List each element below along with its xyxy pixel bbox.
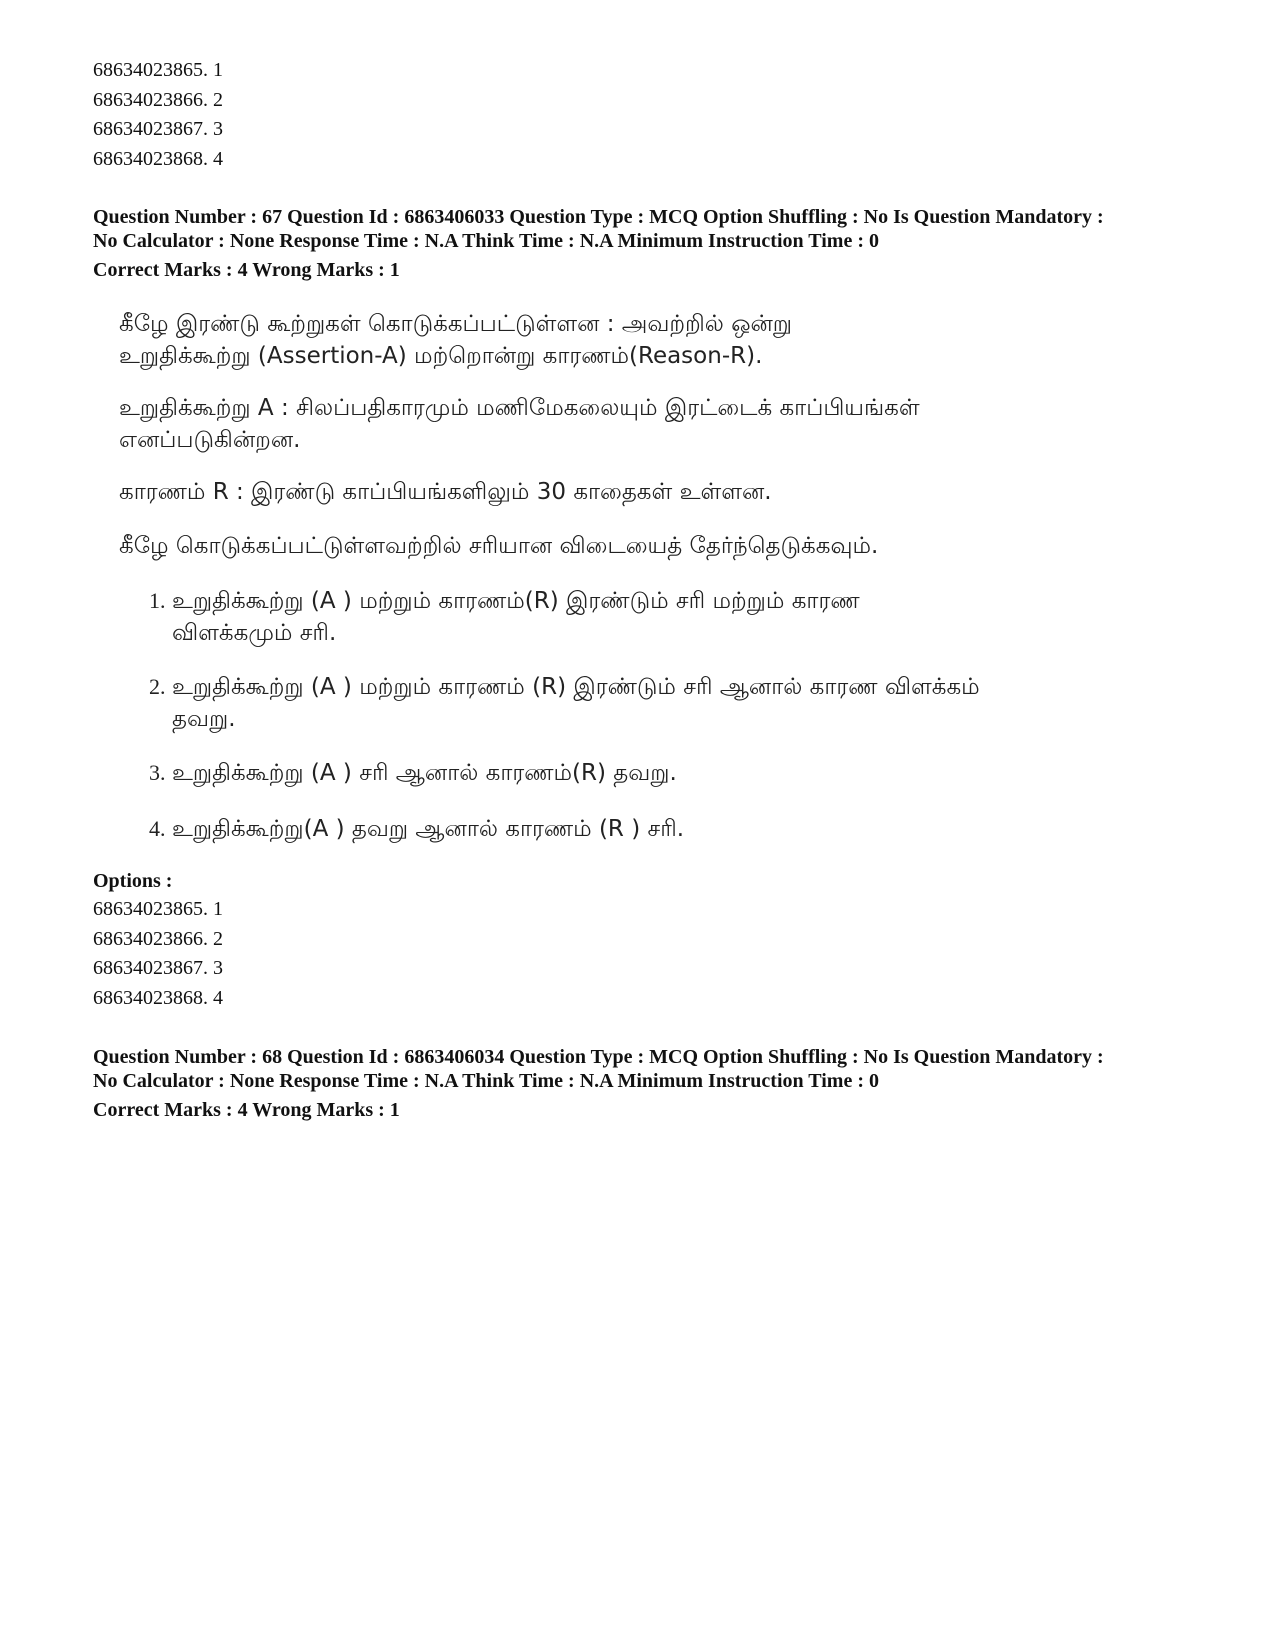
question-67-marks: Correct Marks : 4 Wrong Marks : 1 — [93, 259, 400, 281]
choice-number: 3. — [149, 760, 166, 785]
option-line: 68634023868. 4 — [93, 986, 223, 1009]
option-line: 68634023865. 1 — [93, 898, 223, 920]
question-67-assertion — [119, 392, 1199, 456]
question-68-meta-line1: Question Number : 68 Question Id : 6863406034 Question Type : MCQ Option Shuffling : No Is Question Mandatory : — [93, 1046, 1104, 1068]
choice-number: 1. — [149, 588, 166, 613]
question-67-meta-line2: No Calculator : None Response Time : N.A Think Time : N.A Minimum Instruction Time : 0 — [93, 230, 879, 252]
choice-text-line1: உறுதிக்கூற்று (A ) மற்றும் காரணம்(R) இரண்டும் சரி மற்றும் காரண — [172, 588, 860, 614]
intro-line-2: உறுதிக்கூற்று (Assertion-A) மற்றொன்று காரணம்(Reason-R). — [119, 343, 763, 369]
choice-number: 2. — [149, 674, 166, 699]
assertion-line-2: எனப்படுகின்றன. — [119, 427, 301, 453]
question-68-header — [93, 1045, 1213, 1122]
question-67-meta-line1: Question Number : 67 Question Id : 6863406033 Question Type : MCQ Option Shuffling : No Is Question Mandatory : — [93, 206, 1104, 228]
choice-text-line1: உறுதிக்கூற்று (A ) சரி ஆனால் காரணம்(R) தவறு. — [172, 760, 677, 786]
question-68-marks: Correct Marks : 4 Wrong Marks : 1 — [93, 1099, 400, 1121]
assertion-line-1: உறுதிக்கூற்று A : சிலப்பதிகாரமும் மணிமேகலையும் இரட்டைக் காப்பியங்கள் — [119, 395, 920, 421]
choice-text-line1: உறுதிக்கூற்று (A ) மற்றும் காரணம் (R) இரண்டும் சரி ஆனால் காரண விளக்கம் — [172, 674, 980, 700]
option-line: 68634023867. 3 — [93, 118, 223, 140]
intro-line-1: கீழே இரண்டு கூற்றுகள் கொடுக்கப்பட்டுள்ளன : அவற்றில் ஒன்று — [119, 311, 792, 337]
question-67-reason — [119, 476, 1199, 508]
choice-text-line1: உறுதிக்கூற்று(A ) தவறு ஆனால் காரணம் (R ) சரி. — [172, 816, 685, 842]
option-line: 68634023865. 1 — [93, 59, 223, 81]
choice-1 — [149, 585, 1199, 649]
question-67-options-list — [93, 895, 223, 1013]
option-line: 68634023866. 2 — [93, 927, 223, 950]
instruction-line: கீழே கொடுக்கப்பட்டுள்ளவற்றில் சரியான விடையைத் தேர்ந்தெடுக்கவும். — [119, 533, 879, 559]
reason-line: காரணம் R : இரண்டு காப்பியங்களிலும் 30 காதைகள் உள்ளன. — [119, 479, 772, 505]
question-67-header — [93, 205, 1213, 282]
option-line: 68634023867. 3 — [93, 957, 223, 979]
options-label: Options : — [93, 870, 173, 892]
choice-text-line2: விளக்கமும் சரி. — [172, 620, 337, 646]
choice-2 — [149, 671, 1199, 735]
question-67-instruction — [119, 530, 1199, 562]
option-line: 68634023866. 2 — [93, 88, 223, 111]
previous-options-list — [93, 56, 223, 174]
choice-text-line2: தவறு. — [172, 706, 236, 732]
choice-4 — [149, 813, 1199, 845]
option-line: 68634023868. 4 — [93, 147, 223, 170]
question-68-meta-line2: No Calculator : None Response Time : N.A Think Time : N.A Minimum Instruction Time : 0 — [93, 1070, 879, 1092]
question-67-intro — [119, 308, 1199, 372]
choice-number: 4. — [149, 816, 166, 841]
choice-3 — [149, 757, 1199, 789]
